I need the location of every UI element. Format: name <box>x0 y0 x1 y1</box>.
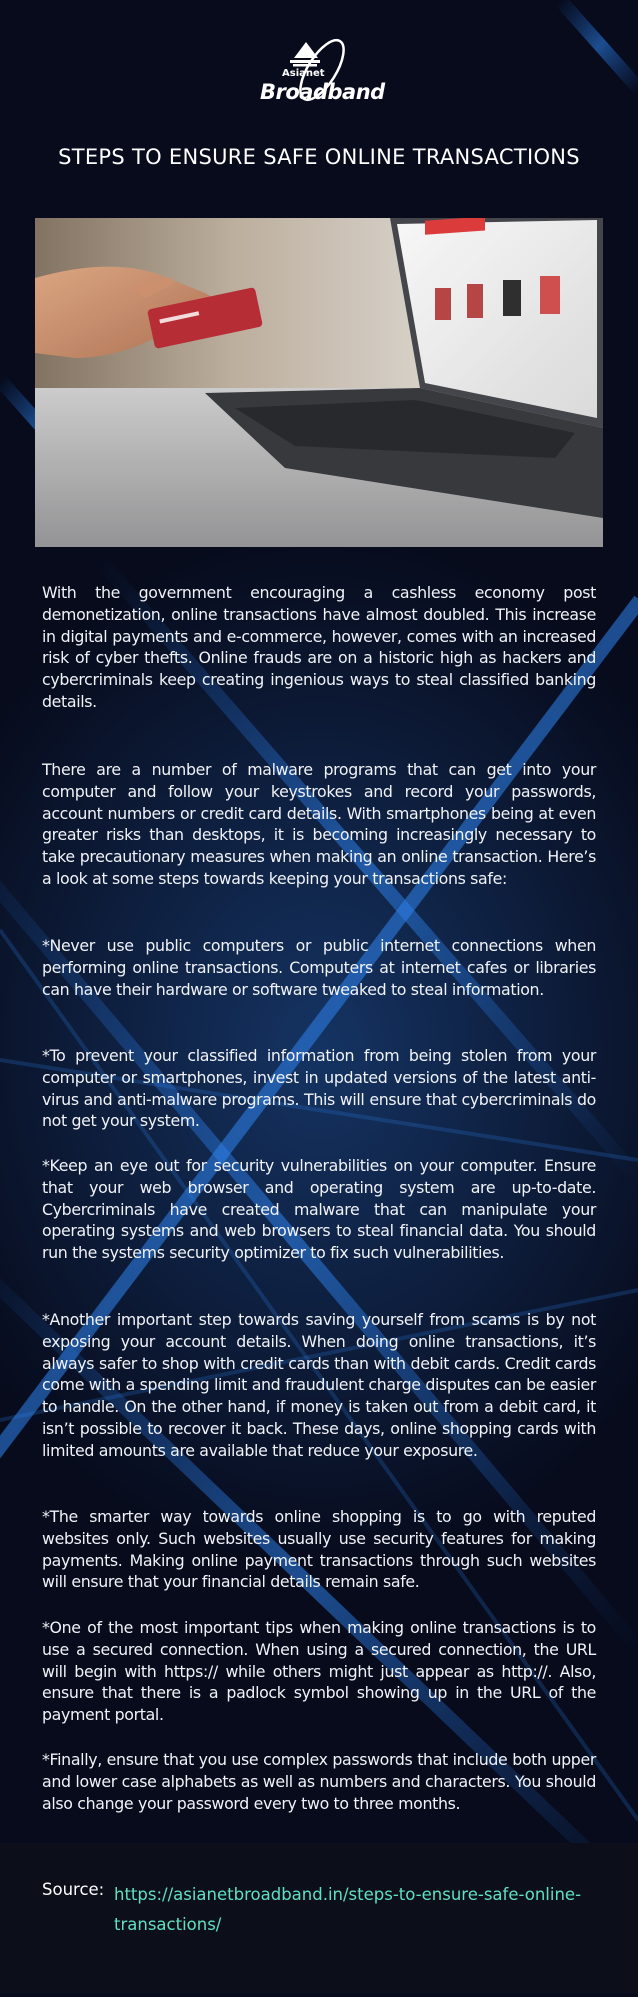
asianet-broadband-logo <box>260 30 385 118</box>
paragraph-malware: There are a number of malware programs that can get into your computer and follow your keystrokes and record your passwords, account numbers or credit card details. With smartphones being at even greater risks than desktops, it is becoming increasingly necessary to take precautionary measures when making an online transaction. Here’s a look at some steps towards keeping your transactions safe: <box>42 760 596 888</box>
paragraph-vulnerabilities: *Keep an eye out for security vulnerabilities on your computer. Ensure that your web browser and operating system are up-to-date. Cybercriminals have created malware that can manipulate your operating systems and web browsers to steal financial data. You should run the systems security optimizer to fix such vulnerabilities. <box>42 1156 596 1263</box>
source-link[interactable]: https://asianetbroadband.in/steps-to-ensure-safe-online-transactions/ <box>114 1885 582 1934</box>
hero-image <box>35 218 603 547</box>
paragraph-secured-connection: *One of the most important tips when making online transactions is to use a secured connection. When using a secured connection, the URL will begin with https:// while others might just appear as http://. Also, ensure that there is a padlock symbol showing up in the URL of the payment portal. <box>42 1618 596 1725</box>
source-label: Source: <box>42 1880 105 1899</box>
paragraph-account-details: *Another important step towards saving yourself from scams is by not exposing your account details. When doing online transactions, it’s always safer to shop with credit cards than with debit cards. Credit cards come with a spending limit and fraudulent charge disputes can be easier to handle. On the other hand, if money is taken out from a debit card, it isn’t possible to recover it back. These days, online shopping cards with limited amounts are available that reduce your exposure. <box>42 1310 596 1460</box>
page-title: STEPS TO ENSURE SAFE ONLINE TRANSACTIONS <box>58 145 580 169</box>
paragraph-passwords: *Finally, ensure that you use complex passwords that include both upper and lower case alphabets as well as numbers and characters. You should also change your password every two to three months. <box>42 1750 596 1813</box>
paragraph-intro: With the government encouraging a cashless economy post demonetization, online transactions have almost doubled. This increase in digital payments and e-commerce, however, comes with an increased risk of cyber thefts. Online frauds are on a historic high as hackers and cybercriminals keep creating ingenious ways to steal classified banking details. <box>42 583 596 711</box>
paragraph-reputed-websites: *The smarter way towards online shopping is to go with reputed websites only. Such websites usually use security features for making payments. Making online payment transactions through such websites will ensure that your financial details remain safe. <box>42 1507 596 1592</box>
logo-brand-text: Broadband <box>260 80 385 104</box>
paragraph-antivirus: *To prevent your classified information from being stolen from your computer or smartphones, invest in updated versions of the latest anti-virus and anti-malware programs. This will ensure that cybercriminals do not get your system. <box>42 1046 596 1131</box>
logo-sub-text: Asianet <box>282 68 325 79</box>
paragraph-public-computers: *Never use public computers or public internet connections when performing online transactions. Computers at internet cafes or libraries can have their hardware or software tweaked to steal information. <box>42 936 596 999</box>
